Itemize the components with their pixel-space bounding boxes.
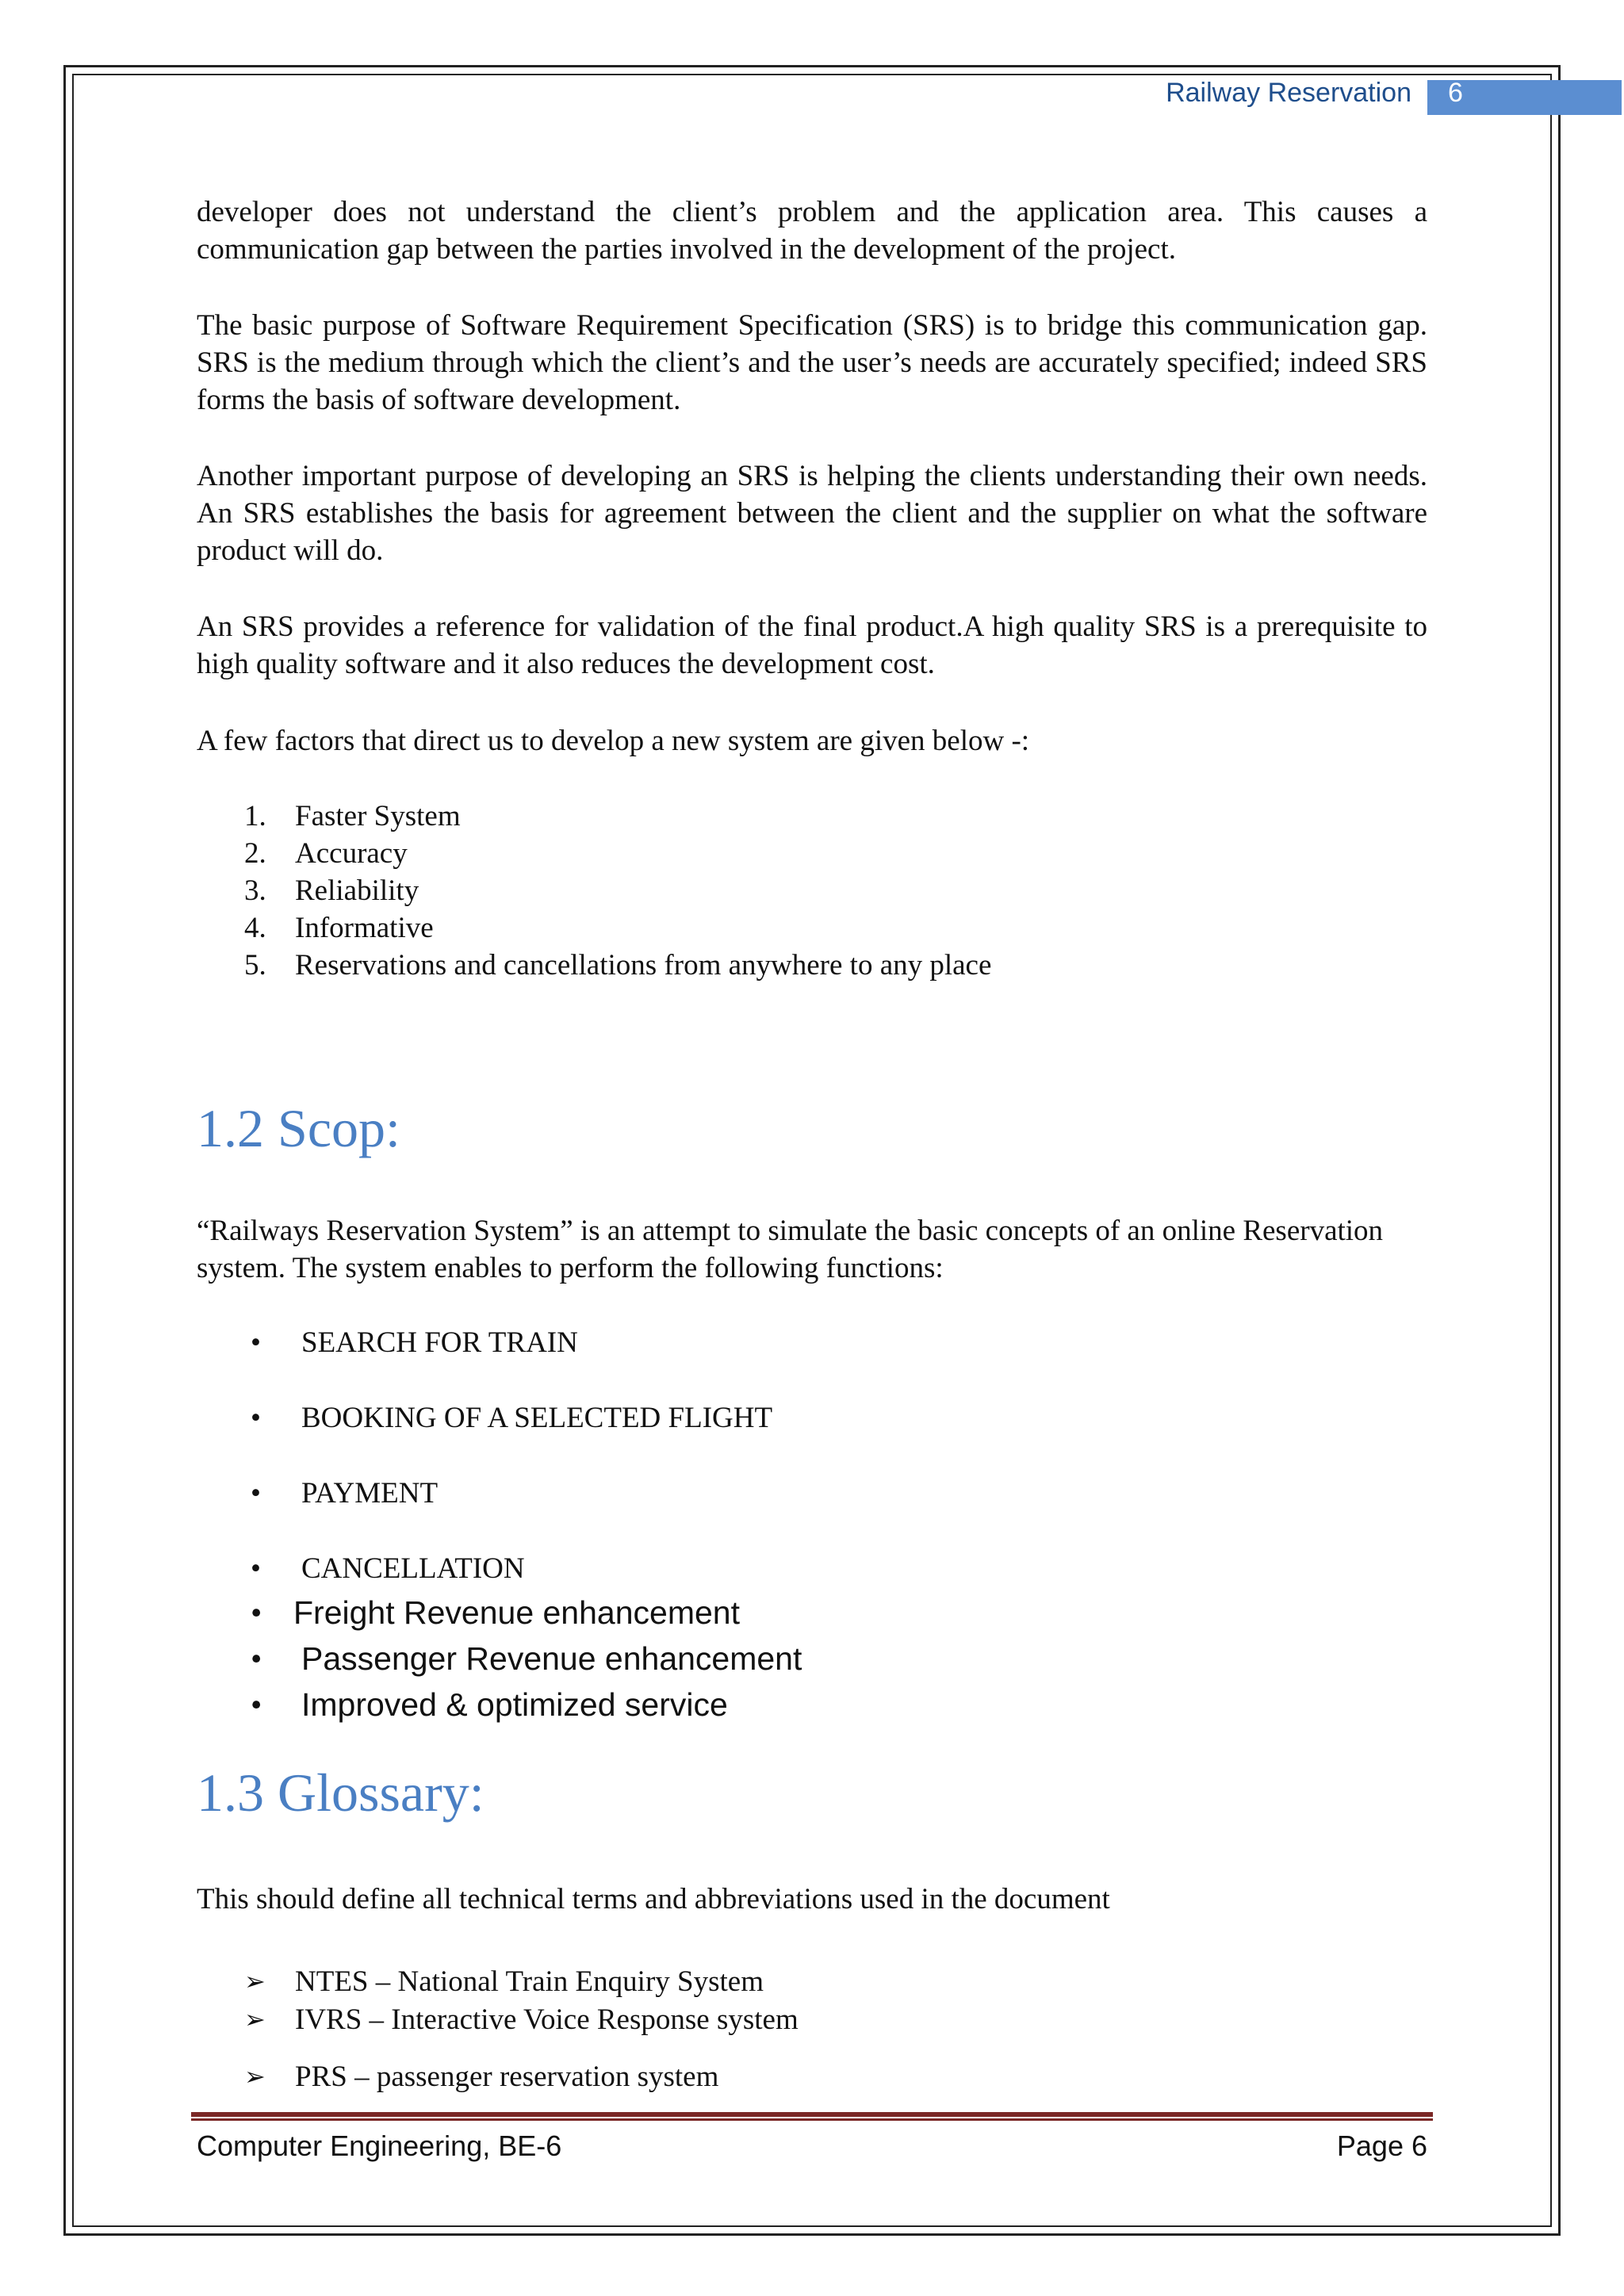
list-item	[197, 872, 991, 909]
list-text: Freight Revenue enhancement	[293, 1594, 740, 1631]
bullet-icon: •	[251, 1326, 261, 1359]
list-text: Faster System	[295, 800, 461, 832]
bullet-icon: •	[251, 1477, 261, 1510]
footer-rule-thick	[191, 2112, 1433, 2117]
scope-extras-list	[197, 1592, 802, 1730]
list-item	[197, 1684, 802, 1730]
list-text: IVRS – Interactive Voice Response system	[295, 2003, 799, 2036]
list-item	[197, 2001, 799, 2058]
list-item	[197, 1592, 802, 1638]
glossary-list	[197, 1963, 799, 2095]
list-item	[197, 1324, 772, 1399]
header-page-number: 6	[1448, 78, 1463, 108]
list-text: Passenger Revenue enhancement	[301, 1640, 802, 1677]
list-text: Reservations and cancellations from anywhere to any place	[295, 949, 992, 982]
paragraph-srs-purpose: The basic purpose of Software Requirement Specification (SRS) is to bridge this communication gap. SRS is the medium through which the client’s and the user’s needs are accurately specified; indeed SRS forms the basis of software development.	[197, 309, 1427, 416]
factors-list	[197, 798, 991, 984]
bullet-icon: •	[251, 1402, 261, 1434]
list-item	[197, 1475, 772, 1550]
footer-page-label: Page 6	[1336, 2130, 1427, 2162]
list-text: Accuracy	[295, 837, 408, 870]
list-text: Informative	[295, 912, 434, 944]
list-number: 3.	[244, 874, 266, 907]
arrow-bullet-icon: ➢	[244, 2004, 266, 2034]
list-text: SEARCH FOR TRAIN	[301, 1326, 578, 1359]
list-item	[197, 1638, 802, 1684]
footer-department: Computer Engineering, BE-6	[197, 2130, 562, 2162]
arrow-bullet-icon: ➢	[244, 2061, 266, 2091]
list-text: Reliability	[295, 874, 419, 907]
scope-intro: “Railways Reservation System” is an attempt to simulate the basic concepts of an online Reservation system. The system enables to perform the following functions:	[197, 1215, 1384, 1284]
footer-rule-thin	[191, 2118, 1433, 2121]
list-item	[197, 1550, 772, 1591]
list-text: CANCELLATION	[301, 1552, 525, 1585]
list-number: 1.	[244, 800, 266, 832]
list-item	[197, 947, 991, 984]
scope-heading: 1.2 Scop:	[197, 1098, 400, 1158]
list-item	[197, 2058, 799, 2095]
list-text: PRS – passenger reservation system	[295, 2061, 719, 2093]
list-text: NTES – National Train Enquiry System	[295, 1965, 764, 1998]
list-item	[197, 909, 991, 947]
bullet-icon: •	[251, 1552, 261, 1585]
list-number: 2.	[244, 837, 266, 870]
bullet-icon: •	[251, 1686, 262, 1723]
list-text: PAYMENT	[301, 1477, 439, 1510]
header-title: Railway Reservation	[1166, 78, 1411, 108]
paragraph-factors-intro: A few factors that direct us to develop a new system are given below -:	[197, 725, 1030, 757]
scope-functions-list	[197, 1324, 772, 1591]
paragraph-srs-validation: An SRS provides a reference for validation of the final product.A high quality SRS is a prerequisite to high quality software and it also reduces the development cost.	[197, 610, 1427, 680]
list-item	[197, 1399, 772, 1475]
glossary-heading: 1.3 Glossary:	[197, 1762, 485, 1823]
list-item	[197, 835, 991, 872]
paragraph-srs-needs: Another important purpose of developing an SRS is helping the clients understanding their own needs. An SRS establishes the basis for agreement between the client and the supplier on what the software product will do.	[197, 460, 1427, 567]
list-item	[197, 798, 991, 835]
list-text: BOOKING OF A SELECTED FLIGHT	[301, 1402, 773, 1434]
glossary-intro: This should define all technical terms and abbreviations used in the document	[197, 1883, 1110, 1915]
arrow-bullet-icon: ➢	[244, 1966, 266, 1996]
paragraph-communication-gap: developer does not understand the client’s problem and the application area. This causes a communication gap between the parties involved in the development of the project.	[197, 196, 1427, 266]
bullet-icon: •	[251, 1594, 262, 1631]
list-number: 5.	[244, 949, 266, 982]
bullet-icon: •	[251, 1640, 262, 1677]
list-number: 4.	[244, 912, 266, 944]
list-item	[197, 1963, 799, 2001]
list-text: Improved & optimized service	[301, 1686, 728, 1723]
